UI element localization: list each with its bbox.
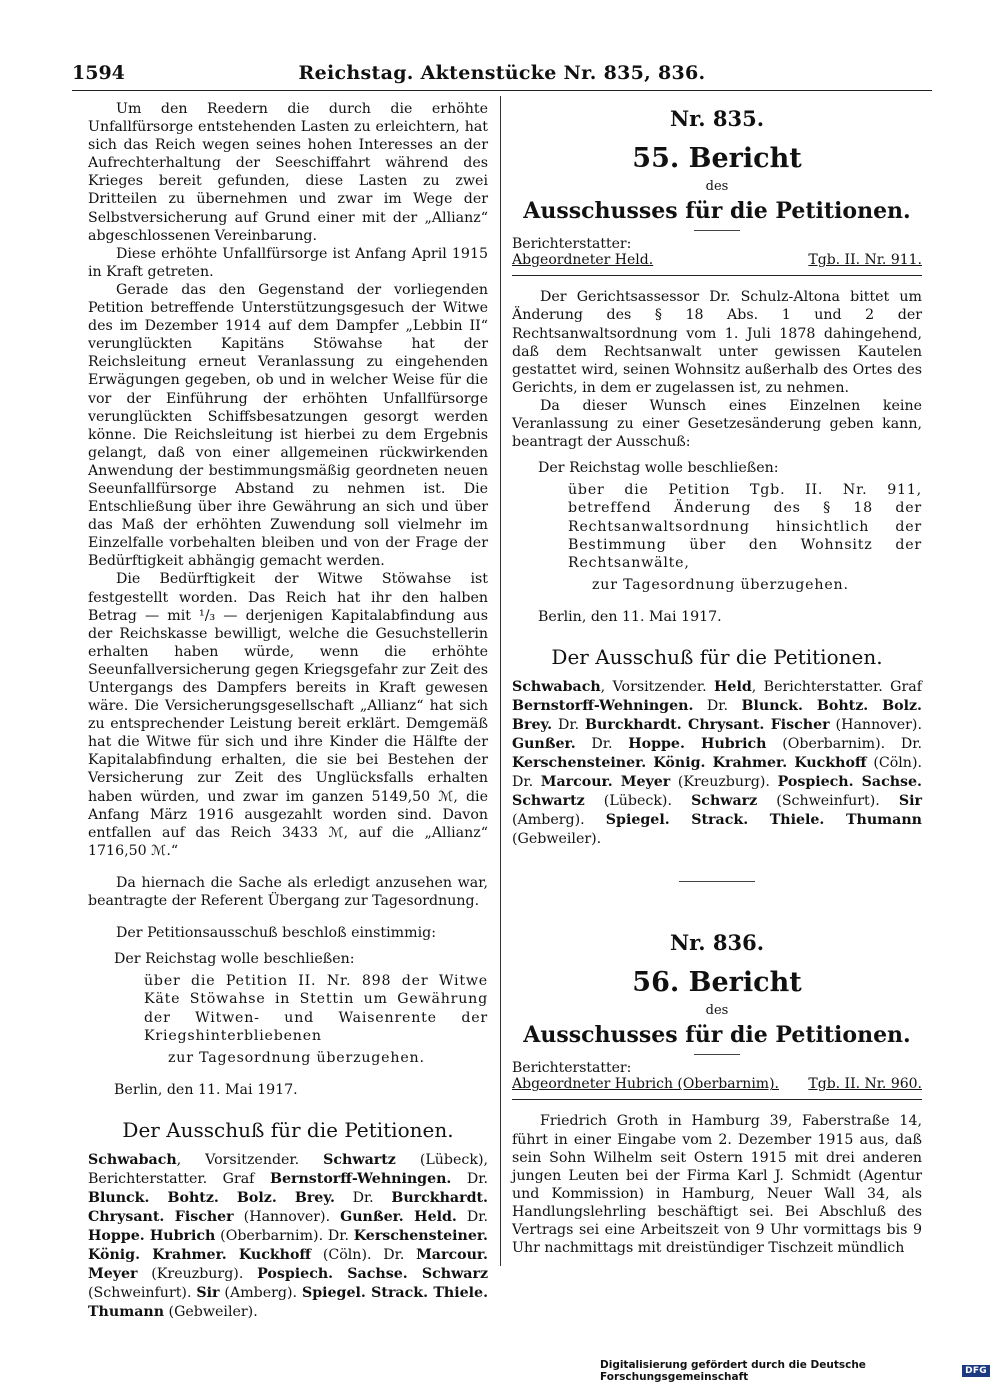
paragraph: Friedrich Groth in Hamburg 39, Faberstraße 14, führt in einer Eingabe vom 2. Dezember 1915 aus, daß sein Sohn Wilhelm seit Ostern 1915 mit drei anderen jungen Leuten bei der Firma Karl J. Schmidt (Agentur und Kommission) in Hamburg, Neuer Wall 34, als Handlungslehrling beschäftigt sei. Bei Abschluß des Vertrags sei eine Arbeitszeit von 9 Uhr vormittags bis 9 Uhr nachmittags mit dreistündiger Tischzeit mündlich: [512, 1113, 922, 1257]
left-column: [88, 100, 488, 1322]
resolution-intro: Der Reichstag wolle beschließen:: [114, 951, 355, 968]
column-divider: [500, 96, 501, 1266]
date-line: Berlin, den 11. Mai 1917.: [114, 1081, 298, 1098]
page-number: 1594: [72, 62, 125, 84]
resolution-end: zur Tagesordnung überzugehen.: [592, 576, 849, 593]
page-header: [72, 60, 932, 91]
reporter-name: Abgeordneter Held.: [512, 252, 654, 269]
paragraph: Da dieser Wunsch eines Einzelnen keine Veranlassung zu einer Gesetzesänderung geben kann, beantragt der Ausschuß:: [512, 397, 922, 451]
document-number: Nr. 835.: [669, 106, 765, 131]
committee-signature: Der Ausschuß für die Petitionen.: [551, 644, 883, 669]
report-title: 56. Bericht: [632, 967, 802, 999]
reference-number: Tgb. II. Nr. 911.: [808, 252, 922, 269]
document-number: Nr. 836.: [669, 930, 765, 956]
resolution-body: über die Petition Tgb. II. Nr. 911, betreffend Änderung des § 18 der Rechtsanwaltsordnung hinsichtlich der Bestimmung über den Wohnsitz der Rechtsanwälte,: [568, 482, 922, 571]
right-column: [512, 100, 922, 1257]
report-des: des: [705, 179, 729, 195]
section-rule: [679, 881, 755, 882]
rule: [512, 1099, 922, 1100]
footer: [600, 1359, 990, 1383]
paragraph: Diese erhöhte Unfallfürsorge ist Anfang April 1915 in Kraft getreten.: [88, 245, 488, 280]
paragraph: Der Gerichtsassessor Dr. Schulz-Altona bittet um Änderung des § 18 Abs. 1 und 2 der Rechtsanwaltsordnung vom 1. Juli 1878 dahingehend, daß dem Rechtsanwalt unter gewissen Kautelen gestattet wird, seinen Wohnsitz außerhalb des Ortes des Gerichts, in dem er zugelassen ist, zu nehmen.: [512, 289, 922, 396]
committee-signature: Der Ausschuß für die Petitionen.: [122, 1117, 454, 1142]
rule: [694, 1054, 740, 1055]
report-title: 55. Bericht: [632, 143, 802, 175]
paragraph: Um den Reedern die durch die erhöhte Unfallfürsorge entstehenden Lasten zu erleichtern, hat sich das Reich wegen seines hohen Interesses an der Aufrechterhaltung der Seeschiffahrt während des Krieges bereit gefunden, diese Lasten zu zwei Dritteilen zu übernehmen und zwar im Wege der Selbstversicherung auf Grund einer mit der „Allianz“ abgeschlossenen Vereinbarung.: [88, 101, 488, 244]
resolution-end: zur Tagesordnung überzugehen.: [168, 1049, 425, 1066]
member-list: Schwabach, Vorsitzender. Schwartz (Lübeck), Berichterstatter. Graf Bernstorff-Wehningen. Dr. Blunck. Bohtz. Bolz. Brey. Dr. Burckhardt. Chrysant. Fischer (Hannover). Gunßer. Held. Dr. Hoppe. Hubrich (Oberbarnim). Dr. Kerschensteiner. König. Krahmer. Kuckhoff (Cöln). Dr. Marcour. Meyer (Kreuzburg). Pospiech. Sachse. Schwarz (Schweinfurt). Sir (Amberg). Spiegel. Strack. Thiele. Thumann (Gebweiler).: [88, 1151, 489, 1320]
reporter-label: Berichterstatter:: [512, 1060, 632, 1077]
paragraph: Gerade das den Gegenstand der vorliegenden Petition betreffende Unterstützungsgesuch der Witwe des im Dezember 1914 auf dem Dampfer „Lebbin II“ verunglückten Kapitäns Stöwahse hat der Reichsleitung erneut Veranlassung zu eingehenden Erwägungen gegeben, ob und in welcher Weise für die vor der Einführung der erhöhten Unfallfürsorge verunglückten Schiffsbesatzungen gesorgt werden könne. Die Reichsleitung ist hierbei zu dem Ergebnis gelangt, daß von einer allgemeinen rückwirkenden Anwendung der bestimmungsmäßig geordneten neuen Seeunfallfürsorge Abstand zu nehmen ist. Die Entschließung über ihre Gewährung an sich und über das Maß der erhöhten Zuwendung soll vielmehr im Einzelfalle vorbehalten bleiben und von der Frage der Bedürftigkeit abhängig gemacht werden.: [88, 281, 488, 570]
report-committee: Ausschusses für die Petitionen.: [523, 1022, 911, 1049]
running-title: Reichstag. Aktenstücke Nr. 835, 836.: [298, 62, 706, 84]
member-list: Schwabach, Vorsitzender. Held, Berichterstatter. Graf Bernstorff-Wehningen. Dr. Blunck. Bohtz. Bolz. Brey. Dr. Burckhardt. Chrysant. Fischer (Hannover). Gunßer. Dr. Hoppe. Hubrich (Oberbarnim). Dr. Kerschensteiner. König. Krahmer. Kuckhoff (Cöln). Dr. Marcour. Meyer (Kreuzburg). Pospiech. Sachse. Schwartz (Lübeck). Schwarz (Schweinfurt). Sir (Amberg). Spiegel. Strack. Thiele. Thumann (Gebweiler).: [512, 679, 922, 848]
reference-number: Tgb. II. Nr. 960.: [808, 1076, 922, 1093]
reporter-block: [512, 1059, 922, 1095]
report-committee: Ausschusses für die Petitionen.: [523, 198, 911, 225]
dfg-logo: DFG: [962, 1365, 990, 1377]
reporter-block: [512, 235, 922, 271]
paragraph: Da hiernach die Sache als erledigt anzusehen war, beantragte der Referent Übergang zur Tagesordnung.: [88, 874, 488, 910]
date-line: Berlin, den 11. Mai 1917.: [538, 608, 722, 625]
reporter-name: Abgeordneter Hubrich (Oberbarnim).: [512, 1076, 779, 1093]
footer-text: Digitalisierung gefördert durch die Deutsche Forschungsgemeinschaft: [600, 1359, 866, 1383]
paragraph: Die Bedürftigkeit der Witwe Stöwahse ist festgestellt worden. Das Reich hat ihr den halben Betrag — mit ¹/₃ — derjenigen Kapitalabfindung aus der Reichskasse bewilligt, welche die Gesuchstellerin erhalten haben würde, wenn die erhöhte Seeunfallversicherung gegen Kriegsgefahr zur Zeit des Untergangs des Dampfers bereits in Kraft gewesen wäre. Die Versicherungsgesellschaft „Allianz“ hat sich zu entsprechender Leistung bereit erklärt. Demgemäß hat die Witwe für sich und ihre Kinder die Hälfte der Kapitalabfindung erhalten, die sie bei Bestehen der Versicherung zur Zeit des Unglücksfalls erhalten haben würden, und zwar im ganzen 5149,50 ℳ, die Anfang März 1916 ausgezahlt worden sind. Davon entfallen auf das Reich 3433 ℳ, auf die „Allianz“ 1716,50 ℳ.“: [88, 571, 488, 859]
paragraph: Der Petitionsausschuß beschloß einstimmig:: [116, 925, 436, 942]
resolution-intro: Der Reichstag wolle beschließen:: [538, 460, 779, 477]
rule: [512, 275, 922, 276]
report-des: des: [705, 1003, 729, 1019]
rule: [694, 230, 740, 231]
reporter-label: Berichterstatter:: [512, 236, 632, 253]
resolution-body: über die Petition II. Nr. 898 der Witwe Käte Stöwahse in Stettin um Gewährung der Witwen- und Waisenrente der Kriegshinterbliebenen: [144, 973, 488, 1044]
